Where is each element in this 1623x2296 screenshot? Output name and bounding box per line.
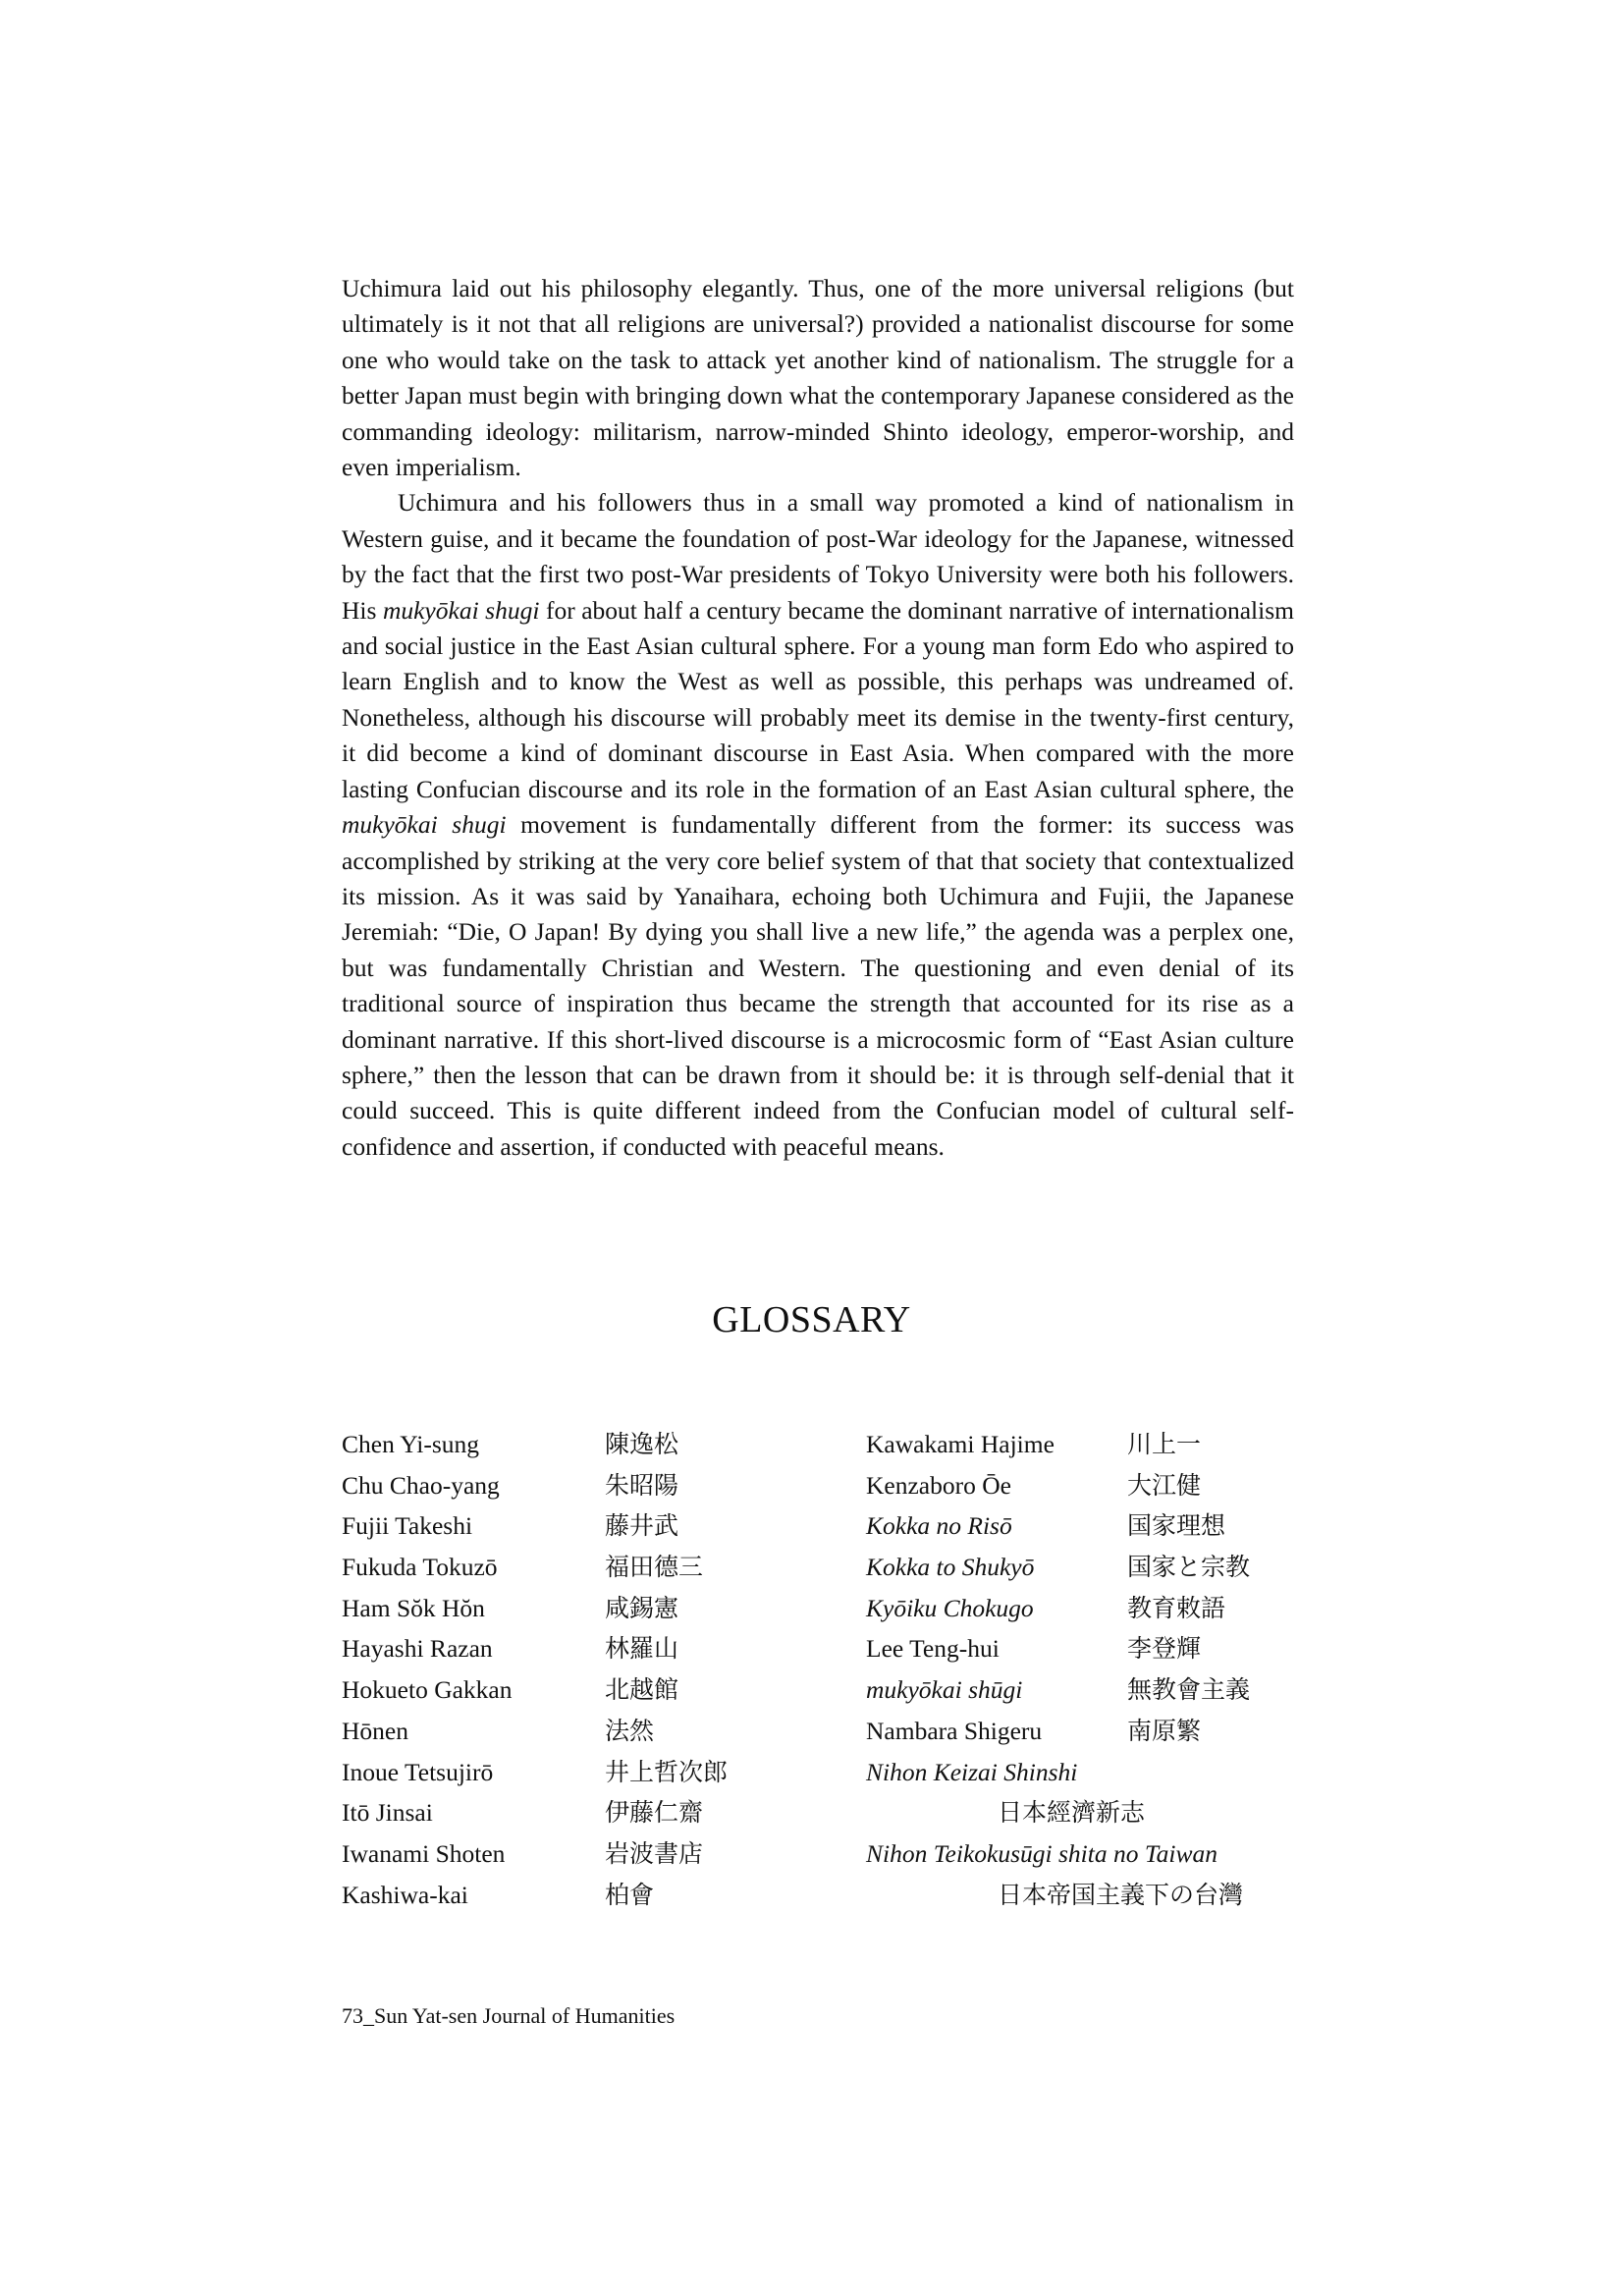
glossary-entry	[342, 1628, 852, 1669]
glossary-characters: 日本帝国主義下の台灣	[998, 1880, 1244, 1909]
glossary-entry	[342, 1833, 852, 1875]
glossary-characters: 無教會主義	[1127, 1675, 1251, 1705]
glossary-characters: 朱昭陽	[605, 1470, 679, 1500]
glossary-characters: 咸錫憲	[605, 1593, 679, 1622]
glossary-term: Nambara Shigeru	[866, 1716, 1043, 1745]
text-run: Uchimura laid out his philosophy elegantly. Thus, one of the more universal religions (but ultimately is it not that all religions are universal?) provided a nationalist discourse for some one who would take on the task to attack yet another kind of nationalism. The struggle for a better Japan must begin with bringing down what the contemporary Japanese considered as the commanding ideology: militarism, narrow-minded Shinto ideology, emperor-worship, and even imperialism.	[342, 274, 1294, 482]
glossary-entry	[342, 1465, 852, 1506]
glossary-term: Kashiwa-kai	[342, 1880, 468, 1909]
glossary-entry	[342, 1711, 852, 1752]
glossary-entry	[866, 1424, 1318, 1465]
glossary-characters: 国家と宗教	[1127, 1553, 1251, 1582]
glossary-term: Lee Teng-hui	[866, 1634, 1000, 1664]
glossary-characters: 福田德三	[605, 1553, 704, 1582]
glossary-entry	[866, 1547, 1318, 1588]
glossary-term: Kyōiku Chokugo	[866, 1593, 1034, 1622]
glossary-entry	[866, 1875, 1318, 1916]
glossary-term: Hōnen	[342, 1716, 408, 1745]
paragraph-1	[342, 271, 1294, 485]
page-footer: 73_Sun Yat-sen Journal of Humanities	[342, 2003, 676, 2028]
glossary-characters: 井上哲次郎	[605, 1757, 729, 1786]
glossary-right-column	[866, 1424, 1318, 1915]
glossary-characters: 川上一	[1127, 1430, 1202, 1458]
glossary-entry	[342, 1588, 852, 1629]
glossary-characters: 教育敕語	[1127, 1593, 1226, 1622]
glossary-characters: 南原繁	[1127, 1716, 1202, 1745]
glossary-term: Hayashi Razan	[342, 1634, 493, 1664]
glossary-entry	[342, 1505, 852, 1547]
glossary-characters: 北越館	[605, 1675, 679, 1705]
glossary-term: Kokka to Shukyō	[866, 1553, 1035, 1582]
glossary-term: Ham Sŏk Hŏn	[342, 1593, 485, 1622]
glossary-term: mukyōkai shūgi	[866, 1675, 1023, 1705]
italic-term: mukyōkai shugi	[342, 810, 507, 840]
paragraph-2	[342, 485, 1294, 1165]
glossary-entry	[866, 1752, 1318, 1793]
glossary-entry	[342, 1752, 852, 1793]
glossary-title: GLOSSARY	[712, 1299, 911, 1340]
glossary-entry	[866, 1588, 1318, 1629]
glossary-entry	[866, 1628, 1318, 1669]
glossary-characters: 林羅山	[605, 1634, 679, 1664]
glossary-entry	[866, 1792, 1318, 1833]
glossary-term: Fukuda Tokuzō	[342, 1553, 498, 1582]
italic-term: mukyōkai shugi	[382, 595, 540, 625]
body-text	[342, 271, 1294, 1165]
text-run: for about half a century became the dominant narrative of internationalism and social justice in the East Asian cultural sphere. For a young man form Edo who aspired to learn English and to know the West as well as possible, this perhaps was undreamed of. Nonetheless, although his discourse will probably meet its demise in the twenty-first century, it did become a kind of dominant discourse in East Asia. When compared with the more lasting Confucian discourse and its role in the formation of an East Asian cultural sphere, the	[342, 595, 1294, 803]
glossary-characters: 日本經濟新志	[998, 1798, 1146, 1828]
glossary-characters: 国家理想	[1127, 1511, 1226, 1541]
glossary-term: Itō Jinsai	[342, 1798, 433, 1828]
glossary-term: Iwanami Shoten	[342, 1838, 506, 1868]
glossary-characters: 柏會	[605, 1880, 655, 1909]
glossary-entry	[342, 1875, 852, 1916]
text-run: movement is fundamentally different from the former: its success was accomplished by striking at the very core belief system of that that society that contextualized its mission. As it was said by Yanaihara, echoing both Uchimura and Fujii, the Japanese Jeremiah: “Die, O Japan! By dying you shall live a new life,” the agenda was a perplex one, but was fundamentally Christian and Western. The questioning and even denial of its traditional source of inspiration thus became the strength that accounted for its rise as a dominant narrative. If this short-lived discourse is a microcosmic form of “East Asian culture sphere,” then the lesson that can be drawn from it should be: it is through self-denial that it could succeed. This is quite different indeed from the Confucian model of cultural self-confidence and assertion, if conducted with peaceful means.	[342, 810, 1294, 1161]
glossary-entry	[342, 1547, 852, 1588]
glossary-term: Kawakami Hajime	[866, 1430, 1055, 1458]
glossary-entry	[866, 1711, 1318, 1752]
glossary-characters: 伊藤仁齋	[605, 1798, 704, 1828]
glossary-characters: 岩波書店	[605, 1838, 704, 1868]
glossary-term: Chu Chao-yang	[342, 1470, 500, 1500]
text-run: Uchimura and his followers thus in a small way promoted a kind of nationalism in Western guise, and it became the foundation of post-War ideology for the Japanese, witnessed by the fact that the first two post-War presidents of Tokyo University were both his followers. His	[342, 488, 1294, 625]
glossary-entry	[866, 1465, 1318, 1506]
glossary-characters: 陳逸松	[605, 1430, 679, 1458]
glossary-characters: 大江健	[1127, 1470, 1202, 1500]
glossary-term: Nihon Keizai Shinshi	[866, 1757, 1078, 1786]
glossary-left-column	[342, 1424, 852, 1915]
glossary-entry	[342, 1424, 852, 1465]
glossary-entry	[866, 1669, 1318, 1711]
glossary-characters: 法然	[605, 1716, 655, 1745]
glossary-term: Chen Yi-sung	[342, 1430, 480, 1458]
glossary-entry	[866, 1505, 1318, 1547]
glossary-term: Hokueto Gakkan	[342, 1675, 513, 1705]
glossary-entry	[342, 1669, 852, 1711]
glossary-term: Kokka no Risō	[866, 1511, 1012, 1541]
glossary-characters: 藤井武	[605, 1511, 679, 1541]
glossary-term: Kenzaboro Ōe	[866, 1470, 1011, 1500]
glossary-characters: 李登輝	[1127, 1634, 1202, 1664]
glossary-entry	[866, 1833, 1318, 1875]
glossary-term: Fujii Takeshi	[342, 1511, 473, 1541]
glossary-term: Inoue Tetsujirō	[342, 1757, 494, 1786]
glossary-term: Nihon Teikokusūgi shita no Taiwan	[866, 1838, 1218, 1868]
glossary-entry	[342, 1792, 852, 1833]
